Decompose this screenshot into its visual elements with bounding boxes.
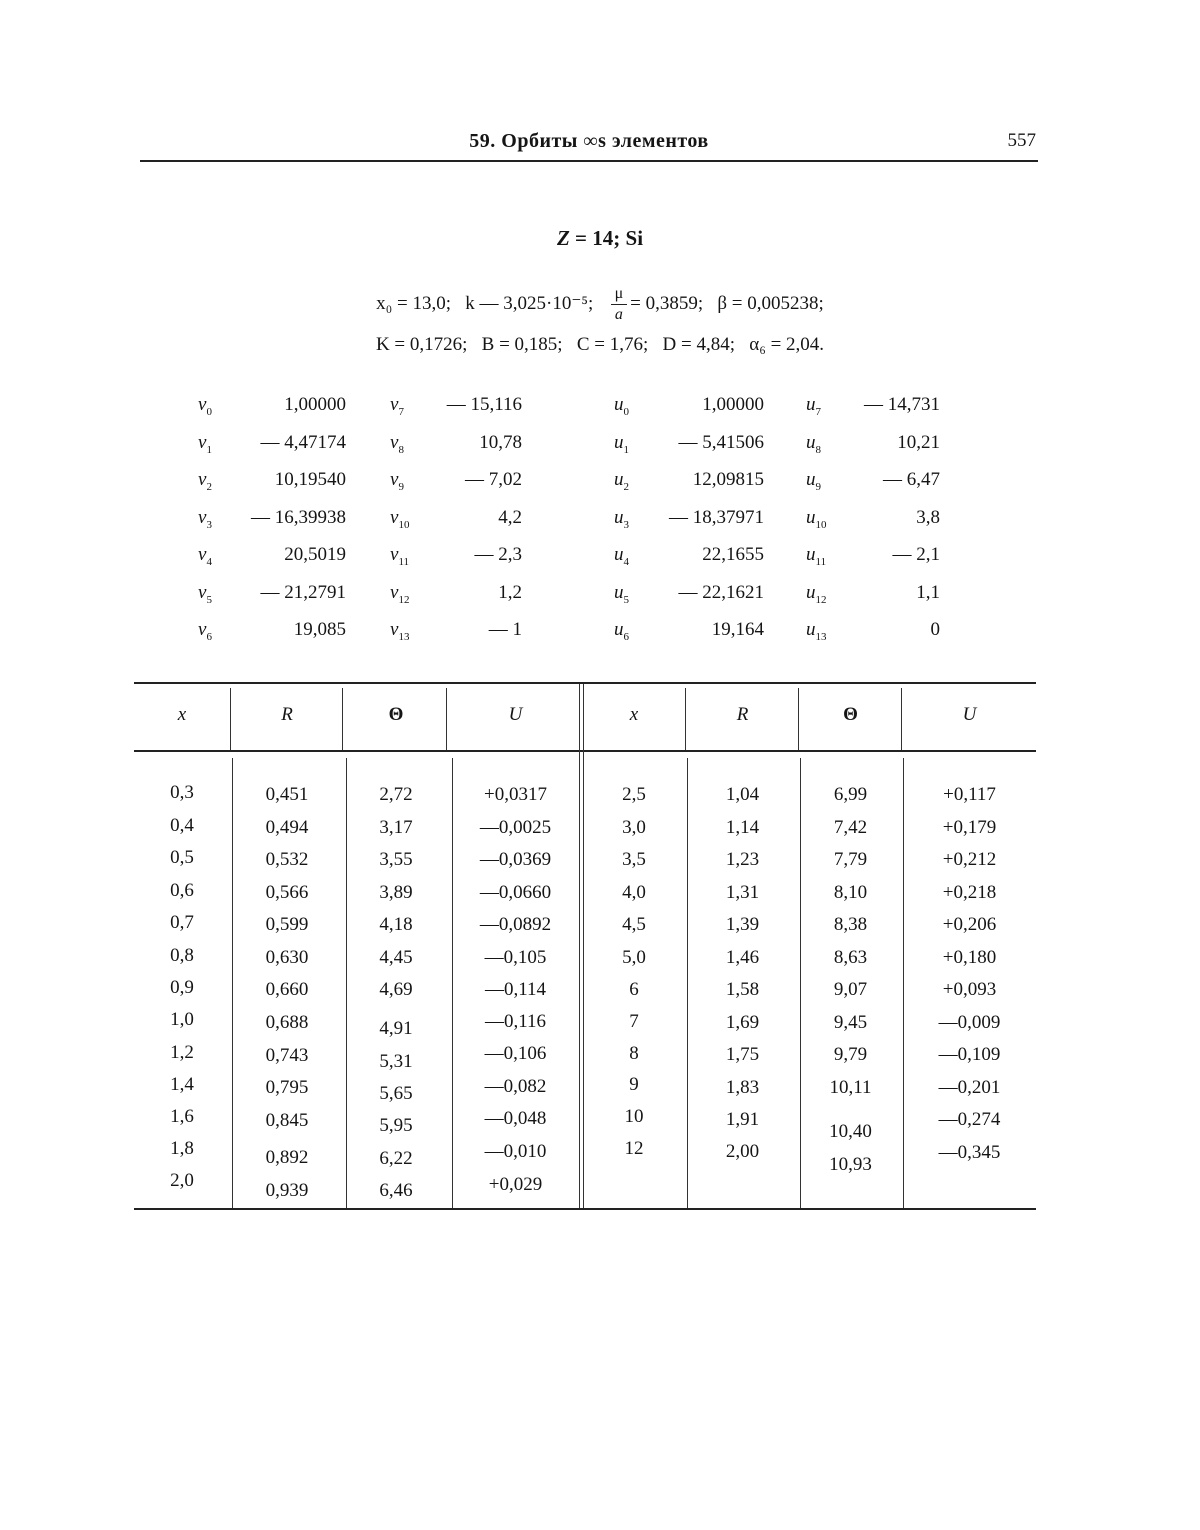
- cell-x: 6: [583, 979, 685, 1001]
- cell-r: 1,04: [687, 784, 798, 806]
- coefficient-v13: [390, 619, 522, 643]
- cell-theta: 10,11: [800, 1077, 901, 1099]
- coefficient-u6: [614, 619, 764, 643]
- parameters-line-2: [0, 334, 1200, 356]
- cell-u: —0,274: [903, 1109, 1036, 1131]
- coefficient-value: — 7,02: [465, 469, 522, 491]
- coefficient-v0: [198, 394, 346, 418]
- coefficient-symbol: v6: [198, 619, 212, 643]
- cell-x: 8: [583, 1043, 685, 1065]
- col-divider-double: [583, 684, 584, 1208]
- cell-u: —0,0660: [452, 882, 579, 904]
- coefficient-symbol: u7: [806, 394, 821, 418]
- cell-r: 1,31: [687, 882, 798, 904]
- coefficient-u1: [614, 432, 764, 456]
- coefficient-value: 4,2: [498, 507, 522, 529]
- cell-theta: 2,72: [346, 784, 446, 806]
- coefficient-symbol: v5: [198, 582, 212, 606]
- cell-theta: 3,17: [346, 817, 446, 839]
- coefficient-value: — 6,47: [883, 469, 940, 491]
- coefficient-u11: [806, 544, 940, 568]
- cell-x: 0,9: [134, 977, 230, 999]
- cell-x: 0,3: [134, 782, 230, 804]
- table-top-rule: [134, 682, 1036, 684]
- coefficient-value: — 15,116: [447, 394, 522, 416]
- cell-r: 1,46: [687, 947, 798, 969]
- cell-r: 0,566: [232, 882, 342, 904]
- param-D: D = 4,84;: [663, 334, 735, 355]
- coefficient-u3: [614, 507, 764, 531]
- coefficient-symbol: v0: [198, 394, 212, 418]
- orbit-table: [134, 682, 1036, 1210]
- cell-x: 1,0: [134, 1009, 230, 1031]
- coefficient-v3: [198, 507, 346, 531]
- cell-theta: 10,93: [800, 1154, 901, 1176]
- coefficient-symbol: v7: [390, 394, 404, 418]
- column-header: R: [687, 704, 798, 726]
- col-divider: [230, 688, 231, 750]
- cell-u: +0,218: [903, 882, 1036, 904]
- coefficient-v5: [198, 582, 346, 606]
- cell-r: 2,00: [687, 1141, 798, 1163]
- coefficient-value: 10,21: [897, 432, 940, 454]
- cell-x: 1,4: [134, 1074, 230, 1096]
- element-title: [0, 226, 1200, 251]
- cell-theta: 8,63: [800, 947, 901, 969]
- param-x0: x₀ = 13,0;: [376, 293, 451, 314]
- cell-u: —0,345: [903, 1142, 1036, 1164]
- cell-u: +0,179: [903, 817, 1036, 839]
- cell-u: —0,009: [903, 1012, 1036, 1034]
- cell-x: 0,5: [134, 847, 230, 869]
- column-header: U: [452, 704, 579, 726]
- parameters-line-1: [0, 286, 1200, 323]
- coefficient-value: — 4,47174: [261, 432, 347, 454]
- coefficient-value: 1,1: [916, 582, 940, 604]
- cell-x: 3,0: [583, 817, 685, 839]
- cell-u: —0,114: [452, 979, 579, 1001]
- cell-x: 0,6: [134, 880, 230, 902]
- coefficient-u10: [806, 507, 940, 531]
- cell-r: 0,532: [232, 849, 342, 871]
- cell-u: +0,206: [903, 914, 1036, 936]
- cell-x: 1,8: [134, 1138, 230, 1160]
- fraction-numerator: μ: [611, 286, 628, 305]
- cell-x: 9: [583, 1074, 685, 1096]
- coefficient-value: 19,085: [294, 619, 346, 641]
- cell-u: +0,117: [903, 784, 1036, 806]
- cell-theta: 6,46: [346, 1180, 446, 1202]
- coefficient-symbol: u4: [614, 544, 629, 568]
- coefficient-value: 10,19540: [275, 469, 346, 491]
- cell-u: —0,201: [903, 1077, 1036, 1099]
- cell-r: 1,39: [687, 914, 798, 936]
- cell-u: +0,093: [903, 979, 1036, 1001]
- coefficient-v1: [198, 432, 346, 456]
- col-divider-double: [579, 684, 580, 1208]
- cell-u: —0,116: [452, 1011, 579, 1033]
- column-header: x: [583, 704, 685, 726]
- cell-x: 12: [583, 1138, 685, 1160]
- cell-theta: 4,18: [346, 914, 446, 936]
- coefficient-symbol: v12: [390, 582, 409, 606]
- fraction-denominator: a: [611, 305, 628, 323]
- cell-x: 5,0: [583, 947, 685, 969]
- cell-r: 0,688: [232, 1012, 342, 1034]
- coefficient-symbol: u12: [806, 582, 827, 606]
- coefficient-symbol: v11: [390, 544, 409, 568]
- cell-r: 1,69: [687, 1012, 798, 1034]
- cell-u: —0,0369: [452, 849, 579, 871]
- coefficient-symbol: v13: [390, 619, 409, 643]
- cell-r: 1,91: [687, 1109, 798, 1131]
- cell-x: 4,0: [583, 882, 685, 904]
- element-symbol: Si: [626, 226, 644, 250]
- cell-theta: 9,45: [800, 1012, 901, 1034]
- cell-theta: 7,42: [800, 817, 901, 839]
- col-divider: [901, 688, 902, 750]
- cell-u: —0,106: [452, 1043, 579, 1065]
- coefficient-value: 19,164: [712, 619, 764, 641]
- cell-x: 7: [583, 1011, 685, 1033]
- cell-x: 4,5: [583, 914, 685, 936]
- col-divider: [342, 688, 343, 750]
- table-bottom-rule: [134, 1208, 1036, 1210]
- cell-u: +0,180: [903, 947, 1036, 969]
- coefficient-u0: [614, 394, 764, 418]
- coefficient-v6: [198, 619, 346, 643]
- param-B: B = 0,185;: [482, 334, 563, 355]
- coefficient-u12: [806, 582, 940, 606]
- cell-x: 0,4: [134, 815, 230, 837]
- cell-r: 0,845: [232, 1110, 342, 1132]
- coefficient-u5: [614, 582, 764, 606]
- cell-r: 1,23: [687, 849, 798, 871]
- coefficient-v11: [390, 544, 522, 568]
- table-header-rule: [134, 750, 1036, 752]
- cell-r: 0,892: [232, 1147, 342, 1169]
- cell-theta: 7,79: [800, 849, 901, 871]
- cell-theta: 3,89: [346, 882, 446, 904]
- cell-x: 0,7: [134, 912, 230, 934]
- mu-over-a-fraction: [611, 286, 628, 323]
- section-title: 59. Орбиты ∞s элементов: [140, 130, 1038, 153]
- cell-theta: 5,31: [346, 1051, 446, 1073]
- coefficient-symbol: v3: [198, 507, 212, 531]
- cell-u: +0,0317: [452, 784, 579, 806]
- coefficient-value: 10,78: [479, 432, 522, 454]
- cell-theta: 5,65: [346, 1083, 446, 1105]
- coefficient-symbol: v1: [198, 432, 212, 456]
- cell-u: +0,212: [903, 849, 1036, 871]
- column-header: Θ: [800, 704, 901, 726]
- coefficient-value: 0: [931, 619, 941, 641]
- coefficient-value: — 14,731: [864, 394, 940, 416]
- coefficient-symbol: u0: [614, 394, 629, 418]
- z-label: Z: [557, 226, 570, 250]
- cell-x: 10: [583, 1106, 685, 1128]
- header-rule: [140, 160, 1038, 162]
- z-value: 14;: [592, 226, 620, 250]
- coefficient-value: 3,8: [916, 507, 940, 529]
- coefficient-value: — 1: [489, 619, 522, 641]
- cell-x: 2,5: [583, 784, 685, 806]
- param-K: K = 0,1726;: [376, 334, 467, 355]
- cell-theta: 5,95: [346, 1115, 446, 1137]
- cell-theta: 4,91: [346, 1018, 446, 1040]
- coefficient-value: 22,1655: [702, 544, 764, 566]
- cell-theta: 6,99: [800, 784, 901, 806]
- cell-theta: 3,55: [346, 849, 446, 871]
- coefficient-symbol: u1: [614, 432, 629, 456]
- page-number: 557: [1008, 130, 1037, 152]
- coefficient-value: — 16,39938: [251, 507, 346, 529]
- cell-r: 0,795: [232, 1077, 342, 1099]
- cell-u: —0,109: [903, 1044, 1036, 1066]
- coefficient-symbol: u6: [614, 619, 629, 643]
- coefficient-symbol: u10: [806, 507, 827, 531]
- column-header: R: [232, 704, 342, 726]
- coefficient-value: — 22,1621: [679, 582, 765, 604]
- cell-x: 1,2: [134, 1042, 230, 1064]
- cell-x: 1,6: [134, 1106, 230, 1128]
- coefficient-value: 1,00000: [702, 394, 764, 416]
- column-header: Θ: [346, 704, 446, 726]
- column-header: U: [903, 704, 1036, 726]
- coefficient-value: 12,09815: [693, 469, 764, 491]
- cell-r: 1,83: [687, 1077, 798, 1099]
- col-divider: [446, 688, 447, 750]
- column-header: x: [134, 704, 230, 726]
- coefficient-symbol: v10: [390, 507, 409, 531]
- cell-r: 0,451: [232, 784, 342, 806]
- page-header: [140, 126, 1038, 162]
- cell-r: 0,939: [232, 1180, 342, 1202]
- coefficient-symbol: u9: [806, 469, 821, 493]
- col-divider: [798, 688, 799, 750]
- coefficient-symbol: v4: [198, 544, 212, 568]
- cell-u: —0,048: [452, 1108, 579, 1130]
- coefficient-v4: [198, 544, 346, 568]
- coefficient-value: 1,2: [498, 582, 522, 604]
- cell-x: 0,8: [134, 945, 230, 967]
- coefficient-u7: [806, 394, 940, 418]
- coefficient-value: — 2,3: [475, 544, 523, 566]
- cell-r: 1,58: [687, 979, 798, 1001]
- coefficient-symbol: v2: [198, 469, 212, 493]
- coefficient-value: 20,5019: [284, 544, 346, 566]
- z-eq: =: [570, 226, 592, 250]
- param-C: C = 1,76;: [577, 334, 648, 355]
- cell-r: 0,743: [232, 1045, 342, 1067]
- coefficient-u9: [806, 469, 940, 493]
- coefficient-symbol: u11: [806, 544, 826, 568]
- cell-theta: 4,45: [346, 947, 446, 969]
- coefficient-symbol: u8: [806, 432, 821, 456]
- coefficient-symbol: u13: [806, 619, 827, 643]
- coefficient-u13: [806, 619, 940, 643]
- coefficient-u4: [614, 544, 764, 568]
- cell-u: —0,0892: [452, 914, 579, 936]
- coefficient-value: 1,00000: [284, 394, 346, 416]
- coefficient-symbol: u5: [614, 582, 629, 606]
- coefficient-v9: [390, 469, 522, 493]
- coefficient-v10: [390, 507, 522, 531]
- cell-u: —0,010: [452, 1141, 579, 1163]
- param-alpha: α₆ = 2,04.: [749, 334, 824, 355]
- coefficient-value: — 2,1: [893, 544, 941, 566]
- coefficient-v7: [390, 394, 522, 418]
- cell-theta: 9,07: [800, 979, 901, 1001]
- cell-u: —0,105: [452, 947, 579, 969]
- coefficient-symbol: v8: [390, 432, 404, 456]
- cell-u: +0,029: [452, 1174, 579, 1196]
- cell-u: —0,082: [452, 1076, 579, 1098]
- cell-r: 0,630: [232, 947, 342, 969]
- param-beta: β = 0,005238;: [717, 293, 823, 314]
- cell-r: 1,75: [687, 1044, 798, 1066]
- coefficient-symbol: u2: [614, 469, 629, 493]
- cell-theta: 9,79: [800, 1044, 901, 1066]
- coefficient-value: — 5,41506: [679, 432, 765, 454]
- coefficient-u2: [614, 469, 764, 493]
- coefficient-v2: [198, 469, 346, 493]
- coefficient-u8: [806, 432, 940, 456]
- col-divider: [685, 688, 686, 750]
- param-k: k — 3,025·10⁻⁵;: [465, 293, 593, 314]
- coefficient-symbol: v9: [390, 469, 404, 493]
- coefficient-symbol: u3: [614, 507, 629, 531]
- cell-theta: 6,22: [346, 1148, 446, 1170]
- cell-theta: 10,40: [800, 1121, 901, 1143]
- cell-x: 3,5: [583, 849, 685, 871]
- cell-r: 0,494: [232, 817, 342, 839]
- coefficient-value: — 18,37971: [669, 507, 764, 529]
- cell-x: 2,0: [134, 1170, 230, 1192]
- coefficient-v8: [390, 432, 522, 456]
- cell-u: —0,0025: [452, 817, 579, 839]
- cell-theta: 4,69: [346, 979, 446, 1001]
- cell-r: 0,599: [232, 914, 342, 936]
- cell-r: 0,660: [232, 979, 342, 1001]
- cell-theta: 8,38: [800, 914, 901, 936]
- coefficient-v12: [390, 582, 522, 606]
- cell-r: 1,14: [687, 817, 798, 839]
- coefficient-value: — 21,2791: [261, 582, 347, 604]
- cell-theta: 8,10: [800, 882, 901, 904]
- param-mu-a: = 0,3859;: [630, 293, 703, 314]
